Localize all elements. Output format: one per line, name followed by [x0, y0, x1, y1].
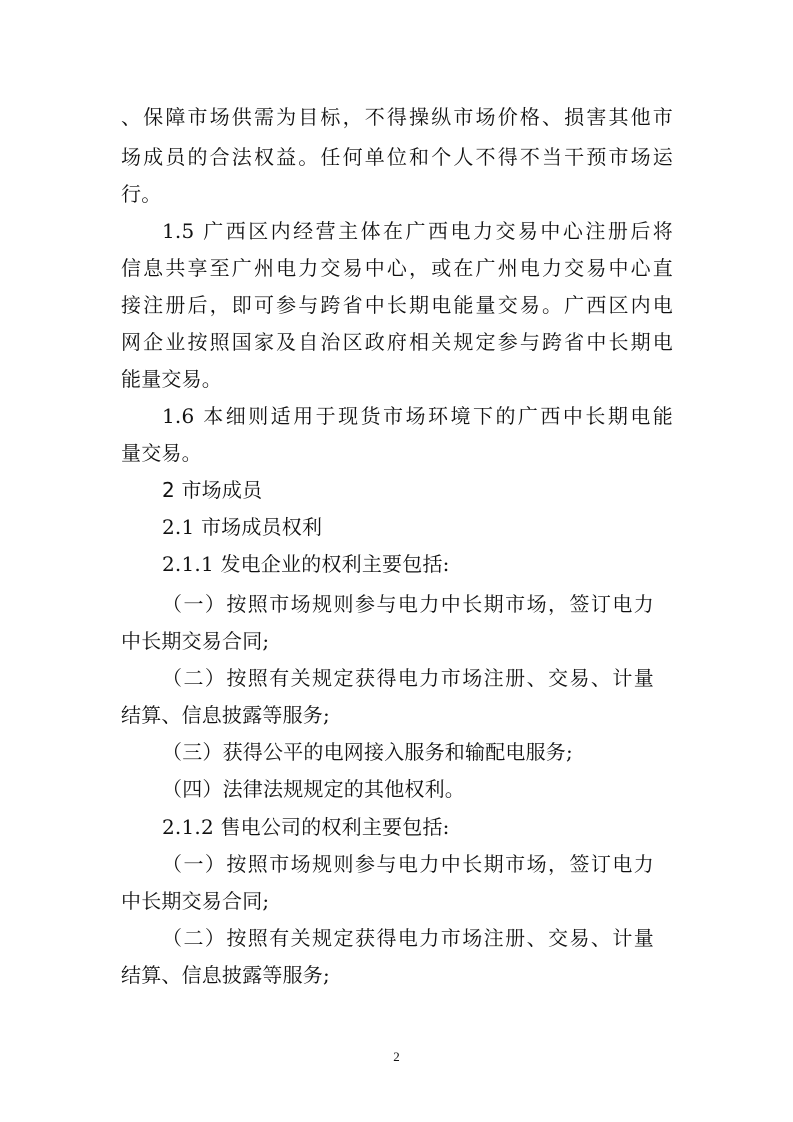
body-text-line: 量交易。 [121, 441, 202, 465]
list-item-line: 中长期交易合同; [121, 629, 270, 653]
list-item-line: （二）按照有关规定获得电力市场注册、交易、计量 [162, 666, 654, 690]
list-item-line: （一）按照市场规则参与电力中长期市场，签订电力 [162, 852, 654, 876]
body-text-line: 网企业按照国家及自治区政府相关规定参与跨省中长期电 [121, 330, 673, 354]
body-text-line: 行。 [121, 182, 162, 206]
list-item-line: 中长期交易合同; [121, 889, 270, 913]
page-number: 2 [393, 1049, 400, 1064]
body-text-line: 信息共享至广州电力交易中心，或在广州电力交易中心直 [121, 256, 673, 280]
body-text-line: 能量交易。 [121, 367, 222, 391]
body-text-line: 、保障市场供需为目标，不得操纵市场价格、损害其他市 [121, 105, 673, 129]
section-heading-2: 2 市场成员 [162, 478, 263, 502]
subsection-heading-2-1: 2.1 市场成员权利 [162, 515, 323, 539]
body-text-line: 接注册后，即可参与跨省中长期电能量交易。广西区内电 [121, 293, 673, 317]
list-item-line: （二）按照有关规定获得电力市场注册、交易、计量 [162, 926, 654, 950]
clause-heading-2-1-2: 2.1.2 售电公司的权利主要包括: [162, 815, 450, 839]
section-1-5-line: 1.5 广西区内经营主体在广西电力交易中心注册后将 [162, 219, 673, 243]
list-item-line: （一）按照市场规则参与电力中长期市场，签订电力 [162, 592, 654, 616]
section-1-6-line: 1.6 本细则适用于现货市场环境下的广西中长期电能 [162, 404, 673, 428]
body-text-line: 场成员的合法权益。任何单位和个人不得不当干预市场运 [121, 145, 673, 169]
list-item-line: （四）法律法规规定的其他权利。 [162, 777, 465, 801]
list-item-line: （三）获得公平的电网接入服务和输配电服务; [162, 740, 573, 764]
clause-heading-2-1-1: 2.1.1 发电企业的权利主要包括: [162, 552, 450, 576]
list-item-line: 结算、信息披露等服务; [121, 703, 330, 727]
list-item-line: 结算、信息披露等服务; [121, 963, 330, 987]
